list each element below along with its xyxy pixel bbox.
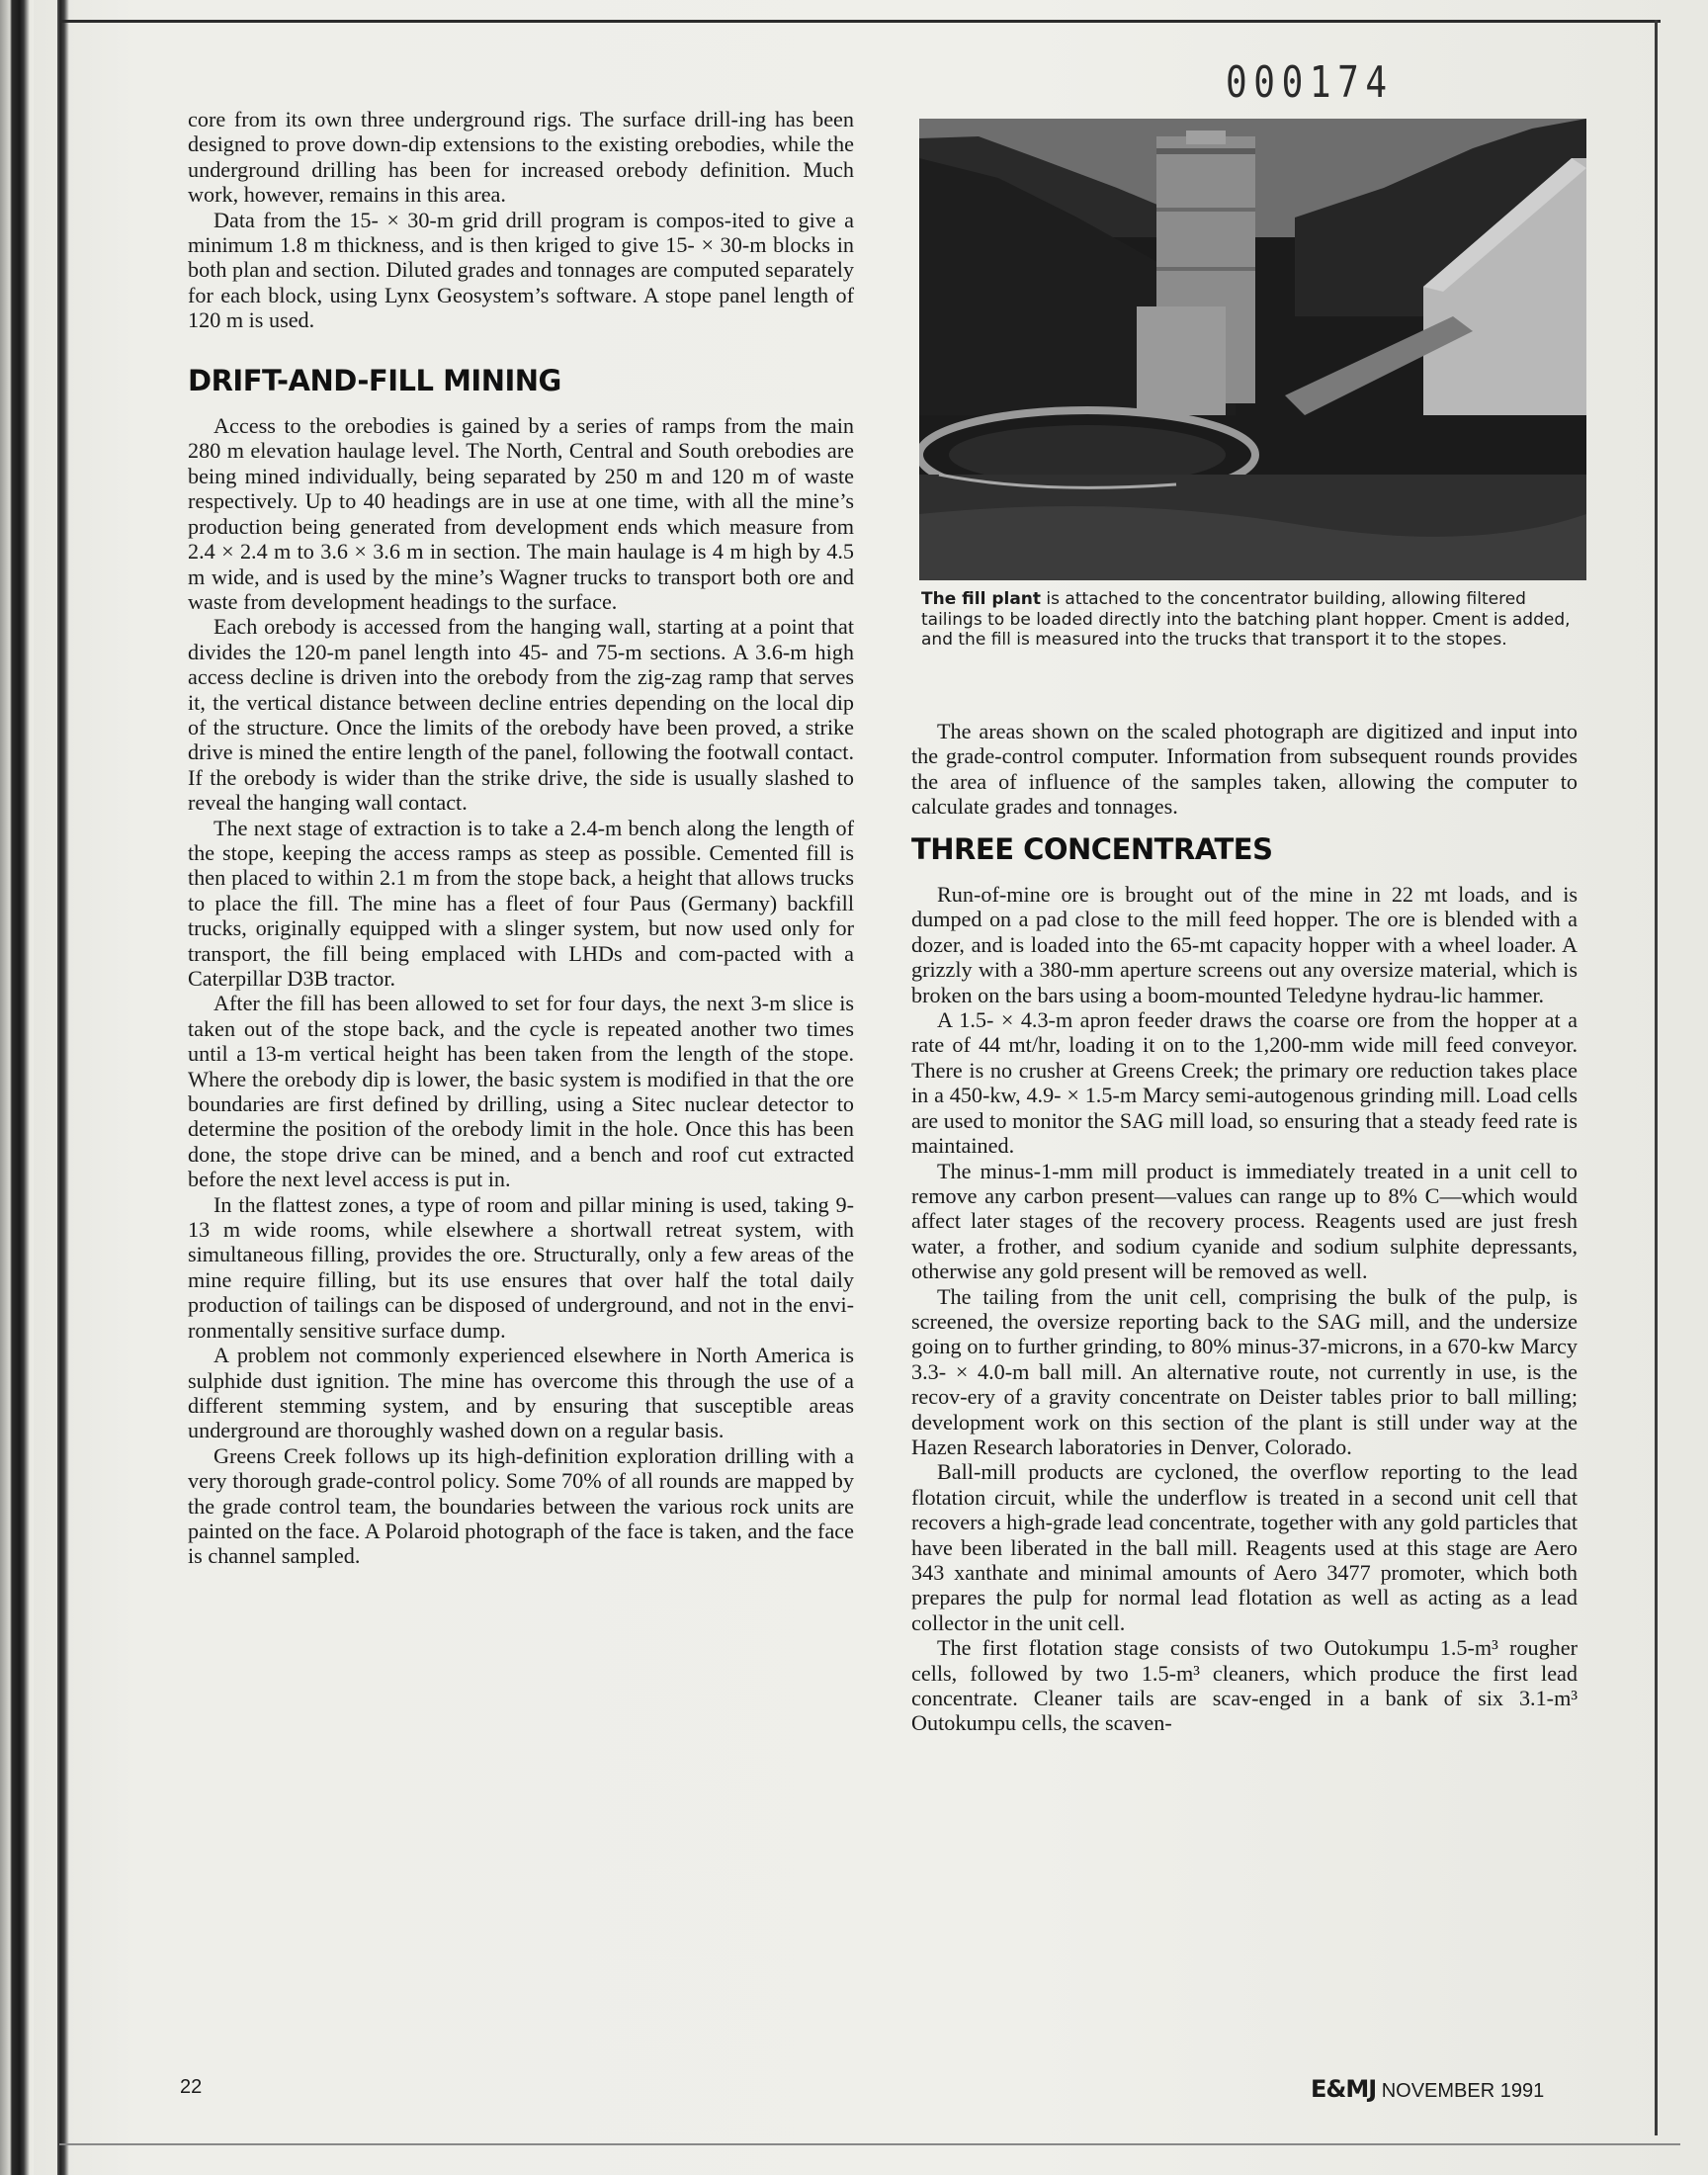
paragraph: The areas shown on the scaled photograph are digitized and input into the grade-control computer. Information from subsequent rounds provides the area of influence of the samples taken, allowing the computer to calculate grades and tonnages. [911, 719, 1578, 820]
binding-shadow [57, 0, 69, 2175]
paragraph: Run-of-mine ore is brought out of the mine in 22 mt loads, and is dumped on a pad close to the mill feed hopper. The ore is blended with a dozer, and is loaded into the 65-mt capacity hopper with a wheel loader. A grizzly with a 380-mm aperture screens out any oversize material, which is broken on the bars using a boom-mounted Teledyne hydrau-lic hammer. [911, 882, 1578, 1007]
caption-text: is attached to the concentrator building, allowing filtered tailings to be loaded directly into the batching plant hopper. Cment is added, and the fill is measured into the trucks that transport it to the stopes. [921, 589, 1571, 650]
paragraph: The next stage of extraction is to take a 2.4-m bench along the length of the stope, keeping the access ramps as steep as possible. Cemented fill is then placed to within 2.1 m from the stope back, a height that allows trucks to place the fill. The mine has a fleet of four Paus (Germany) backfill trucks, originally equipped with a slinger system, but now used only for transport, the fill being emplaced with LHDs and com-pacted with a Caterpillar D3B tractor. [188, 815, 854, 991]
paragraph: The minus-1-mm mill product is immediately treated in a unit cell to remove any carbon present—values can range up to 8% C—which would affect later stages of the recovery process. Reagents used are just fresh water, a frother, and sodium cyanide and sodium sulphite depressants, otherwise any gold present will be removed as well. [911, 1158, 1578, 1284]
paragraph: A 1.5- × 4.3-m apron feeder draws the coarse ore from the hopper at a rate of 44 mt/hr, loading it on to the 1,200-mm wide mill feed conveyor. There is no crusher at Greens Creek; the primary ore reduction takes place in a 450-kw, 4.9- × 1.5-m Marcy semi-autogenous grinding mill. Load cells are used to monitor the SAG mill load, so ensuring that a steady feed rate is maintained. [911, 1007, 1578, 1159]
issue-date: NOVEMBER 1991 [1376, 2080, 1545, 2102]
paragraph: In the flattest zones, a type of room and pillar mining is used, taking 9-13 m wide rooms, while elsewhere a shortwall retreat system, with simultaneous filling, provides the ore. Structurally, only a few areas of the mine require filling, but its use ensures that over half the total daily production of tailings can be disposed of underground, and not in the envi-ronmentally sensitive surface dump. [188, 1191, 854, 1343]
paragraph: Access to the orebodies is gained by a series of ramps from the main 280 m elevation haulage level. The North, Central and South orebodies are being mined individually, being separated by 250 m and 120 m of waste respectively. Up to 40 headings are in use at one time, with all the mine’s production being generated from development ends which measure from 2.4 × 2.4 m to 3.6 × 3.6 m in section. The main haulage is 4 m high by 4.5 m wide, and is used by the mine’s Wagner trucks to transport both ore and waste from development headings to the surface. [188, 413, 854, 614]
paragraph: Ball-mill products are cycloned, the overflow reporting to the lead flotation circuit, while the underflow is treated in a second unit cell that recovers a high-grade lead concentrate, together with any gold particles that have been liberated in the ball mill. Reagents used at this stage are Aero 343 xanthate and minimal amounts of Aero 3477 promoter, which both prepares the pulp for normal lead flotation as well as acting as a lead collector in the unit cell. [911, 1459, 1578, 1635]
paragraph: Data from the 15- × 30-m grid drill program is compos-ited to give a minimum 1.8 m thickness, and is then kriged to give 15- × 30-m blocks in both plan and section. Diluted grades and tonnages are computed separately for each block, using Lynx Geosystem’s software. A stope panel length of 120 m is used. [188, 207, 854, 333]
magazine-logo: E&MJ [1311, 2075, 1377, 2103]
magazine-footer [1311, 2075, 1544, 2103]
left-column [188, 107, 854, 1569]
page-number: 22 [180, 2076, 203, 2098]
section-heading: THREE CONCENTRATES [911, 831, 1273, 866]
paragraph: Each orebody is accessed from the hanging wall, starting at a point that divides the 120-m panel length into 45- and 75-m sections. A 3.6-m high access decline is driven into the orebody from the zig-zag ramp that serves it, the vertical distance between decline entries depending on the local dip of the structure. Once the limits of the orebody have been proved, a strike drive is mined the entire length of the panel, following the footwall contact. If the orebody is wider than the strike drive, the side is usually slashed to reveal the hanging wall contact. [188, 614, 854, 816]
fill-plant-photo [919, 119, 1586, 580]
top-border [59, 20, 1661, 23]
paragraph: core from its own three underground rigs. The surface drill-ing has been designed to prove down-dip extensions to the existing orebodies, while the underground drilling has been for increased orebody definition. Much work, however, remains in this area. [188, 107, 854, 208]
section-heading: DRIFT-AND-FILL MINING [188, 363, 561, 397]
bottom-border [59, 2143, 1680, 2145]
paragraph: The tailing from the unit cell, comprising the bulk of the pulp, is screened, the oversize reporting back to the SAG mill, and the undersize going on to further grinding, to 80% minus-37-microns, in a 670-kw Marcy 3.3- × 4.0-m ball mill. An alternative route, not currently in use, is the recov-ery of a gravity concentrate on Deister tables prior to ball milling; development work on this section of the plant is still under way at the Hazen Research laboratories in Denver, Colorado. [911, 1283, 1578, 1459]
binding-edge [0, 0, 34, 2175]
document-stamp-number: 000174 [1226, 57, 1394, 108]
right-column [911, 719, 1578, 1736]
photo-caption [921, 589, 1583, 651]
caption-lead: The fill plant [921, 589, 1042, 609]
right-border [1655, 20, 1658, 2135]
paragraph: Greens Creek follows up its high-definition exploration drilling with a very thorough grade-control policy. Some 70% of all rounds are mapped by the grade control team, the boundaries between the various rock units are painted on the face. A Polaroid photograph of the face is taken, and the face is channel sampled. [188, 1442, 854, 1569]
fill-plant-illustration [919, 119, 1586, 580]
paragraph: After the fill has been allowed to set for four days, the next 3-m slice is taken out of the stope back, and the cycle is repeated another two times until a 13-m vertical height has been taken from the length of the stope. Where the orebody dip is lower, the basic system is modified in that the ore boundaries are first defined by drilling, using a Sitec nuclear detector to determine the position of the orebody limit in the hole. Once this has been done, the stope drive can be mined, and a bench and roof cut extracted before the next level access is put in. [188, 991, 854, 1192]
paragraph: A problem not commonly experienced elsewhere in North America is sulphide dust ignition. The mine has overcome this through the use of a different stemming system, and by ensuring that susceptible areas underground are thoroughly washed down on a regular basis. [188, 1343, 854, 1443]
paragraph: The first flotation stage consists of two Outokumpu 1.5-m³ rougher cells, followed by two 1.5-m³ cleaners, which produce the first lead concentrate. Cleaner tails are scav-enged in a bank of six 3.1-m³ Outokumpu cells, the scaven- [911, 1635, 1578, 1736]
